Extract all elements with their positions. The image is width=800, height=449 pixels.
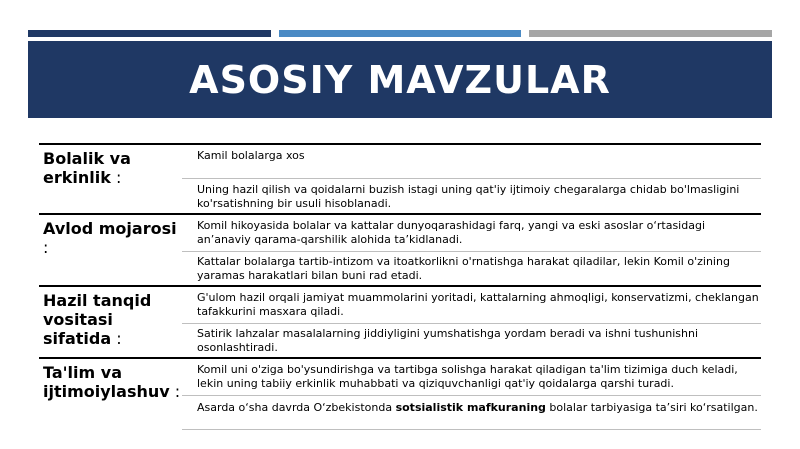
table-row <box>39 285 761 359</box>
title-banner <box>28 41 772 118</box>
row-cell: Asarda o‘sha davrda O‘zbekistonda sotsialistik mafkuraning bolalar tarbiyasiga ta’siri ko‘rsatilgan. <box>197 401 758 414</box>
cell-divider <box>182 178 761 179</box>
cell-divider <box>182 395 761 396</box>
cell-divider <box>182 251 761 252</box>
table-row <box>39 357 761 431</box>
row-cell: Uning hazil qilish va qoidalarni buzish istagi uning qat'iy ijtimoiy chegaralarga chidab bo'lmasligini ko'rsatishning bir usuli hisoblanadi. <box>197 183 740 210</box>
row-label: Bolalik va erkinlik : <box>43 149 131 187</box>
row-cell: Satirik lahzalar masalalarning jiddiyligini yumshatishga yordam beradi va ishni tushunishni osonlashtiradi. <box>197 327 699 354</box>
cell-divider <box>182 323 761 324</box>
top-bar-dark <box>28 30 271 37</box>
row-cell: Kamil bolalarga xos <box>197 149 305 162</box>
row-label: Ta'lim va ijtimoiylashuv : <box>43 363 181 401</box>
row-cell: Komil hikoyasida bolalar va kattalar dunyoqarashidagi farq, yangi va eski asoslar o‘rtasidagi an’anaviy qarama-qarshilik alohida ta’kidlanadi. <box>197 219 705 246</box>
page-title: ASOSIY MAVZULAR <box>189 57 611 102</box>
top-bar-gray <box>529 30 772 37</box>
top-bar-blue <box>279 30 521 37</box>
cell-divider <box>182 429 761 430</box>
row-label: Avlod mojarosi : <box>43 219 177 257</box>
row-cell: Komil uni o'ziga bo'ysundirishga va tartibga solishga harakat qiladigan ta'lim tizimiga duch keladi, lekin uning tabiiy erkinlik muhabbati va qiziquvchanligi qat'iy qoidalarga qarshi turadi. <box>197 363 738 390</box>
row-cell: G'ulom hazil orqali jamiyat muammolarini yoritadi, kattalarning ahmoqligi, konservatizmi, cheklangan tafakkurini masxara qiladi. <box>197 291 759 318</box>
table-row <box>39 143 761 215</box>
row-cell: Kattalar bolalarga tartib-intizom va itoatkorlikni o'rnatishga harakat qiladilar, lekin Komil o'zining yaramas harakatlari bilan buni rad etadi. <box>197 255 730 282</box>
row-label: Hazil tanqid vositasi sifatida : <box>43 291 152 348</box>
table-row <box>39 213 761 287</box>
